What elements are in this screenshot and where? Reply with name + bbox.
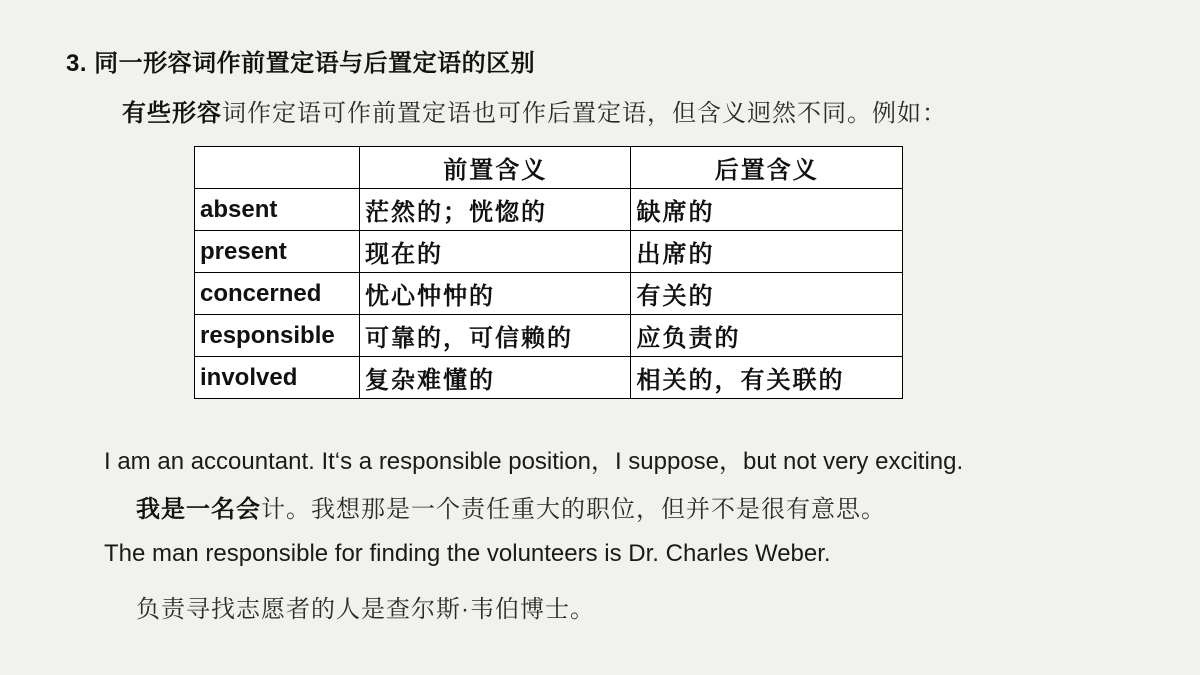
example-1-english: I am an accountant. It‘s a responsible position，I suppose，but not very exciting.: [104, 448, 964, 475]
adjective-meaning-table: [194, 146, 903, 399]
example-2-chinese: 负责寻找志愿者的人是查尔斯·韦伯博士。: [136, 596, 595, 623]
intro-rest: 词作定语可作前置定语也可作后置定语，但含义迥然不同。例如：: [222, 100, 947, 127]
table-row: [195, 189, 903, 231]
row-word: concerned: [195, 273, 360, 315]
row-post-meaning: 有关的: [631, 273, 903, 315]
section-heading: 3. 同一形容词作前置定语与后置定语的区别: [66, 50, 536, 77]
row-pre-meaning: 忧心忡忡的: [359, 273, 631, 315]
header-post-meaning: 后置含义: [631, 147, 903, 189]
row-pre-meaning: 可靠的，可信赖的: [359, 315, 631, 357]
row-post-meaning: 相关的，有关联的: [631, 357, 903, 399]
row-word: absent: [195, 189, 360, 231]
example-2-english: The man responsible for finding the volunteers is Dr. Charles Weber.: [104, 540, 831, 567]
row-post-meaning: 应负责的: [631, 315, 903, 357]
example-1-chinese: [136, 489, 886, 524]
row-pre-meaning: 茫然的；恍惚的: [359, 189, 631, 231]
table-row: [195, 273, 903, 315]
row-post-meaning: 缺席的: [631, 189, 903, 231]
row-post-meaning: 出席的: [631, 231, 903, 273]
table-row: [195, 315, 903, 357]
row-pre-meaning: 现在的: [359, 231, 631, 273]
example-1-chinese-rest: 计。我想那是一个责任重大的职位，但并不是很有意思。: [261, 496, 886, 523]
table-row: [195, 231, 903, 273]
table-header-row: [195, 147, 903, 189]
row-word: present: [195, 231, 360, 273]
row-pre-meaning: 复杂难懂的: [359, 357, 631, 399]
header-pre-meaning: 前置含义: [359, 147, 631, 189]
table-row: [195, 357, 903, 399]
header-blank: [195, 147, 360, 189]
intro-bold: 有些形容: [122, 100, 222, 127]
row-word: responsible: [195, 315, 360, 357]
intro-text: [122, 93, 947, 128]
example-1-chinese-bold: 我是一名会: [136, 496, 261, 523]
row-word: involved: [195, 357, 360, 399]
